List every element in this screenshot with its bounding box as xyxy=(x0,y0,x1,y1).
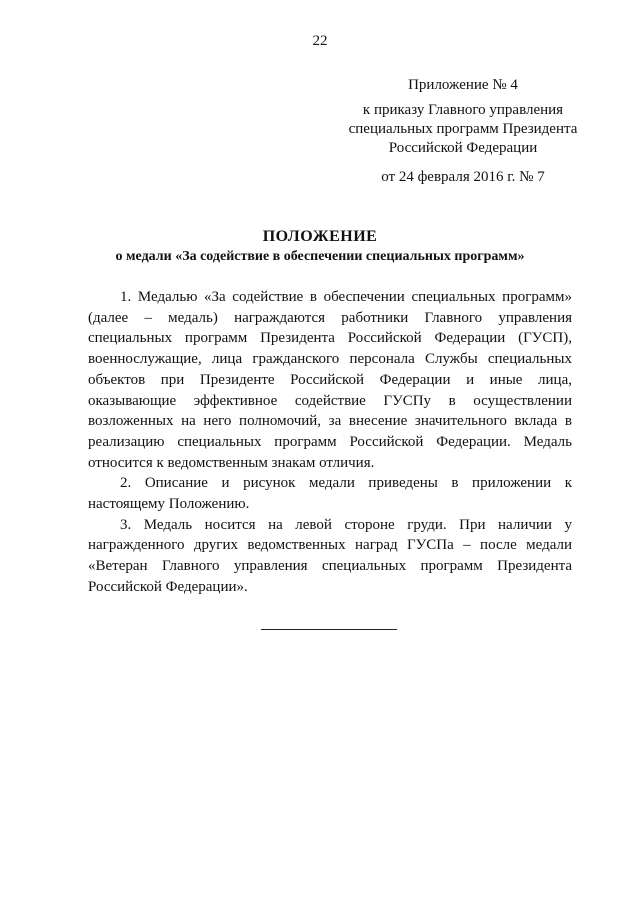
document-body xyxy=(88,287,572,598)
appendix-number: Приложение № 4 xyxy=(408,77,518,93)
document-title: ПОЛОЖЕНИЕ xyxy=(262,228,378,245)
appendix-date: от 24 февраля 2016 г. № 7 xyxy=(381,169,545,185)
appendix-order-line-3: Российской Федерации xyxy=(388,140,538,156)
end-divider-line xyxy=(261,629,397,630)
paragraph-3: 3. Медаль носится на левой стороне груди. При наличии у награжденного других ведомственных наград ГУСПа – после медали «Ветеран Главного управления специальных программ Президента Российской Федерации». xyxy=(88,516,572,595)
appendix-header xyxy=(338,76,588,187)
appendix-order-line-1: к приказу Главного управления xyxy=(362,102,564,118)
paragraph-1: 1. Медалью «За содействие в обеспечении специальных программ» (далее – медаль) награждаются работники Главного управления специальных программ Президента Российской Федерации (ГУСП), военнослужащие, лица гражданского персонала Службы специальных объектов при Президенте Российской Федерации и иные лица, оказывающие эффективное содействие ГУСПу в осуществлении возложенных на него полномочий, за внесение значительного вклада в реализацию специальных программ Российской Федерации. Медаль относится к ведомственным знакам отличия. xyxy=(88,289,572,471)
document-subtitle: о медали «За содействие в обеспечении специальных программ» xyxy=(115,249,525,264)
paragraph-2: 2. Описание и рисунок медали приведены в приложении к настоящему Положению. xyxy=(88,475,572,513)
appendix-order-line-2: специальных программ Президента xyxy=(348,121,578,137)
page-number: 22 xyxy=(312,33,328,49)
